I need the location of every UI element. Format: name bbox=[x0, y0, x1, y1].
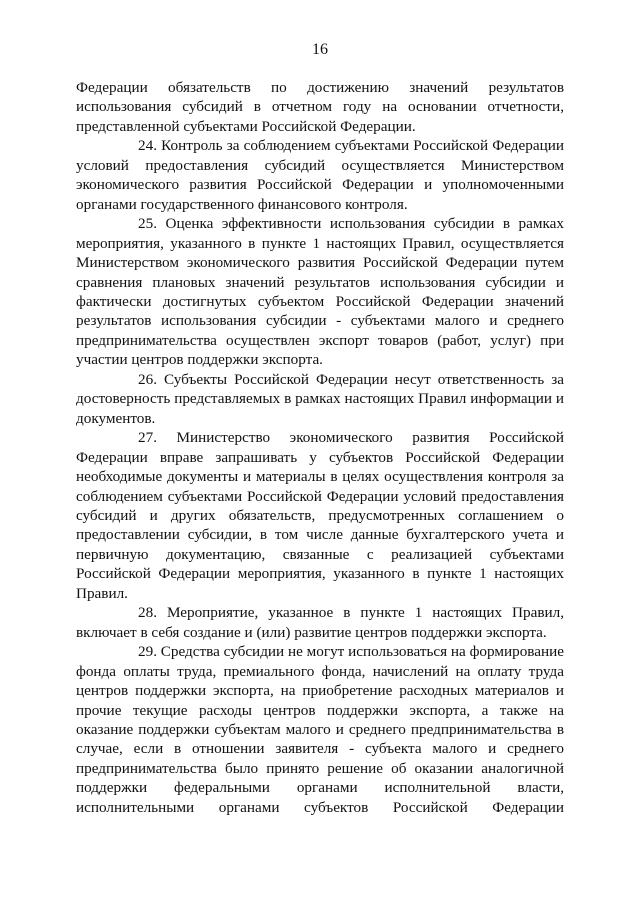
paragraph-28: 28. Мероприятие, указанное в пункте 1 настоящих Правил, включает в себя создание и (или) развитие центров поддержки экспорта. bbox=[76, 604, 564, 641]
paragraph-24: 24. Контроль за соблюдением субъектами Российской Федерации условий предоставления субсидий осуществляется Министерством экономического развития Российской Федерации и уполномоченными органами государственного финансового контроля. bbox=[76, 137, 564, 213]
paragraph-26: 26. Субъекты Российской Федерации несут ответственность за достоверность представляемых в рамках настоящих Правил информации и документов. bbox=[76, 370, 564, 427]
page-number: 16 bbox=[312, 41, 328, 58]
paragraph-29: 29. Средства субсидии не могут использоваться на формирование фонда оплаты труда, премиального фонда, начислений на оплату труда центров поддержки экспорта, на приобретение расходных материалов и прочие текущие расходы центров поддержки экспорта, а также на оказание поддержки субъектам малого и среднего предпринимательства в случае, если в отношении заявителя - субъекта малого и среднего предпринимательства было принято решение об оказании аналогичной поддержки федеральными органами исполнительной власти, исполнительными органами субъектов Российской Федерации bbox=[76, 643, 564, 816]
document-body bbox=[76, 78, 564, 817]
paragraph-continuation: Федерации обязательств по достижению значений результатов использования субсидий в отчетном году на основании отчетности, представленной субъектами Российской Федерации. bbox=[76, 79, 564, 135]
paragraph-27: 27. Министерство экономического развития Российской Федерации вправе запрашивать у субъектов Российской Федерации необходимые документы и материалы в целях осуществления контроля за соблюдением субъектами Российской Федерации условий предоставления субсидий и других обязательств, предусмотренных соглашением о предоставлении субсидии, в том числе данные бухгалтерского учета и первичную документацию, связанные с реализацией субъектами Российской Федерации мероприятия, указанного в пункте 1 настоящих Правил. bbox=[76, 429, 564, 602]
paragraph-25: 25. Оценка эффективности использования субсидии в рамках мероприятия, указанного в пункте 1 настоящих Правил, осуществляется Министерством экономического развития Российской Федерации путем сравнения плановых значений результатов использования субсидии и фактически достигнутых субъектом Российской Федерации значений результатов использования субсидии - субъектами малого и среднего предпринимательства осуществлен экспорт товаров (работ, услуг) при участии центров поддержки экспорта. bbox=[76, 215, 564, 369]
